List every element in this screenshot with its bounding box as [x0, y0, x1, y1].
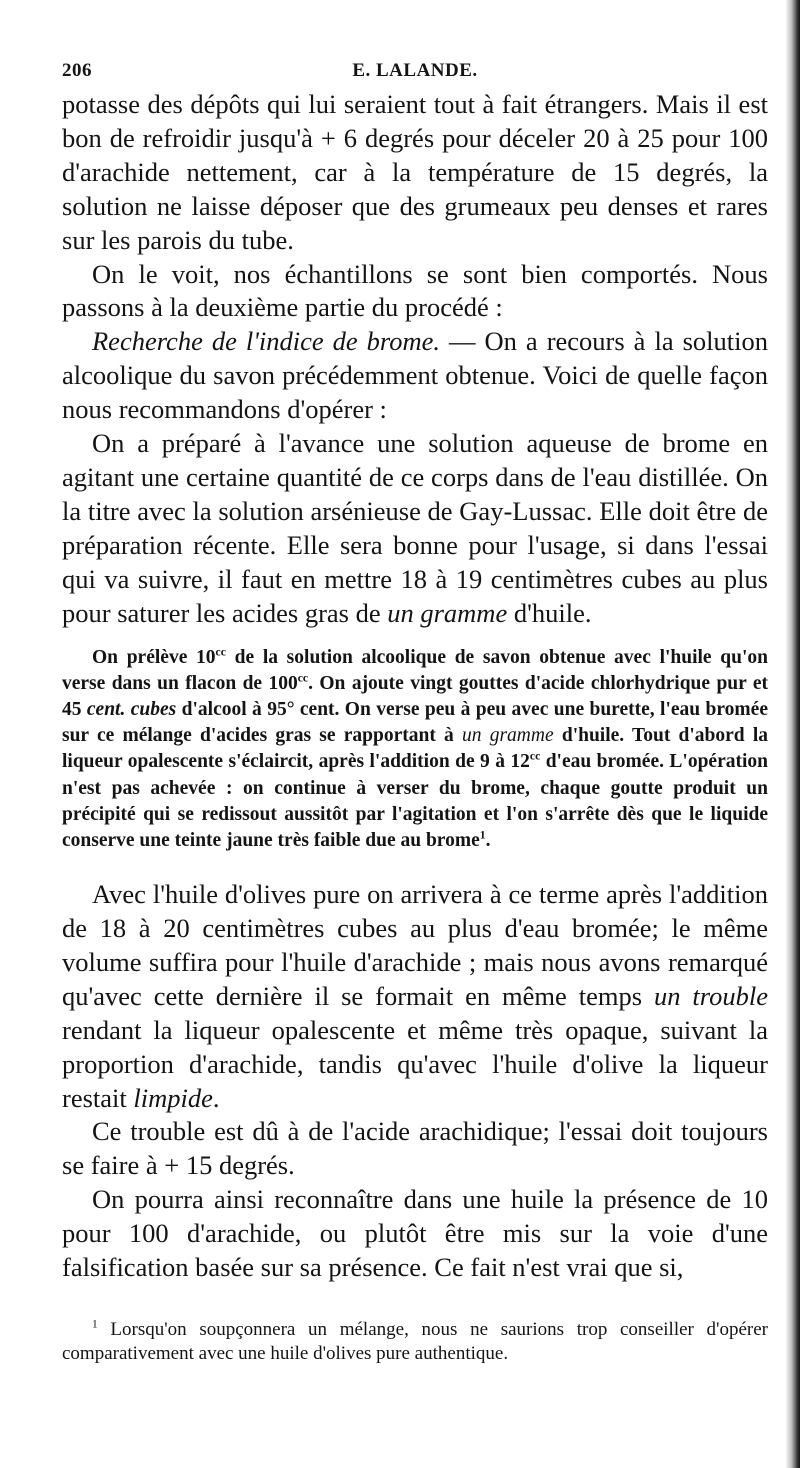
footnote-ref: 1 [479, 828, 486, 842]
procedure-paragraph: On prélève $10^{cc}$ de la solution alcoolique de savon obtenue avec l'huile qu'on verse dans un flacon de $100^{cc}$. On ajoute vingt gouttes d'acide chlorhydrique pur et 45 cent. cubes d'alcool à 95° cent. On verse peu à peu avec une burette, l'eau bromée sur ce mélange d'acides gras se rapportant à un gramme d'huile. Tout d'abord la liqueur opalescente s'éclaircit, après l'addition de 9 à $12^{cc}$ d'eau bromée. L'opération n'est pas achevée : on continue à verser du brome, chaque goutte produit un précipité qui se redissout aussitôt par l'agitation et l'on s'arrête dès que le liquide conserve une teinte jaune très faible due au brome$^1$. [62, 645, 769, 851]
paragraph: On pourra ainsi reconnaître dans une huile la présence de 10 pour 100 d'arachide, ou plutôt être mis sur la voie d'une falsification basée sur sa présence. Ce fait n'est vrai que si, [62, 1184, 768, 1283]
running-head: E. LALANDE. [352, 60, 478, 81]
paragraph: Recherche de l'indice de brome. — On a recours à la solution alcoolique du savon précédemment obtenue. Voici de quelle façon nous recommandons d'opérer : [62, 326, 768, 425]
page-header [62, 52, 768, 88]
paragraph: Avec l'huile d'olives pure on arrivera à ce terme après l'addition de 18 à 20 centimètres cubes au plus d'eau bromée; le même volume suffira pour l'huile d'arachide ; mais nous avons remarqué qu'avec cette dernière il se formait en même temps un trouble rendant la liqueur opalescente et même très opaque, suivant la proportion d'arachide, tandis qu'avec l'huile d'olive la liqueur restait limpide. [62, 879, 768, 1113]
main-text [62, 88, 768, 631]
book-page [62, 52, 768, 1385]
book-spine-edge [786, 0, 800, 1468]
paragraph: potasse des dépôts qui lui seraient tout à fait étrangers. Mais il est bon de refroidir jusqu'à + 6 degrés pour déceler 20 à 25 pour 100 d'arachide nettement, car à la température de 15 degrés, la solution ne laisse déposer que des grumeaux peu denses et rares sur les parois du tube. [62, 89, 768, 255]
footnote: $^1$ Lorsqu'on soupçonnera un mélange, nous ne saurions trop conseiller d'opérer comparativement avec une huile d'olives pure authentique. [62, 1318, 768, 1364]
paragraph: Ce trouble est dû à de l'acide arachidique; l'essai doit toujours se faire à + 15 degrés. [62, 1116, 768, 1181]
main-text-continued [62, 878, 768, 1285]
paragraph: On a préparé à l'avance une solution aqueuse de brome en agitant une certaine quantité de ce corps dans de l'eau distillée. On la titre avec la solution arsénieuse de Gay-Lussac. Elle doit être de préparation récente. Elle sera bonne pour l'usage, si dans l'essai qui va suivre, il faut en mettre 18 à 19 centimètres cubes au plus pour saturer les acides gras de un gramme d'huile. [62, 428, 768, 628]
footnote-marker: 1 [92, 1318, 98, 1331]
paragraph: On le voit, nos échantillons se sont bien comportés. Nous passons à la deuxième partie du procédé : [62, 258, 768, 323]
section-title: Recherche de l'indice de brome. [92, 326, 441, 357]
page-number: 206 [62, 60, 92, 81]
